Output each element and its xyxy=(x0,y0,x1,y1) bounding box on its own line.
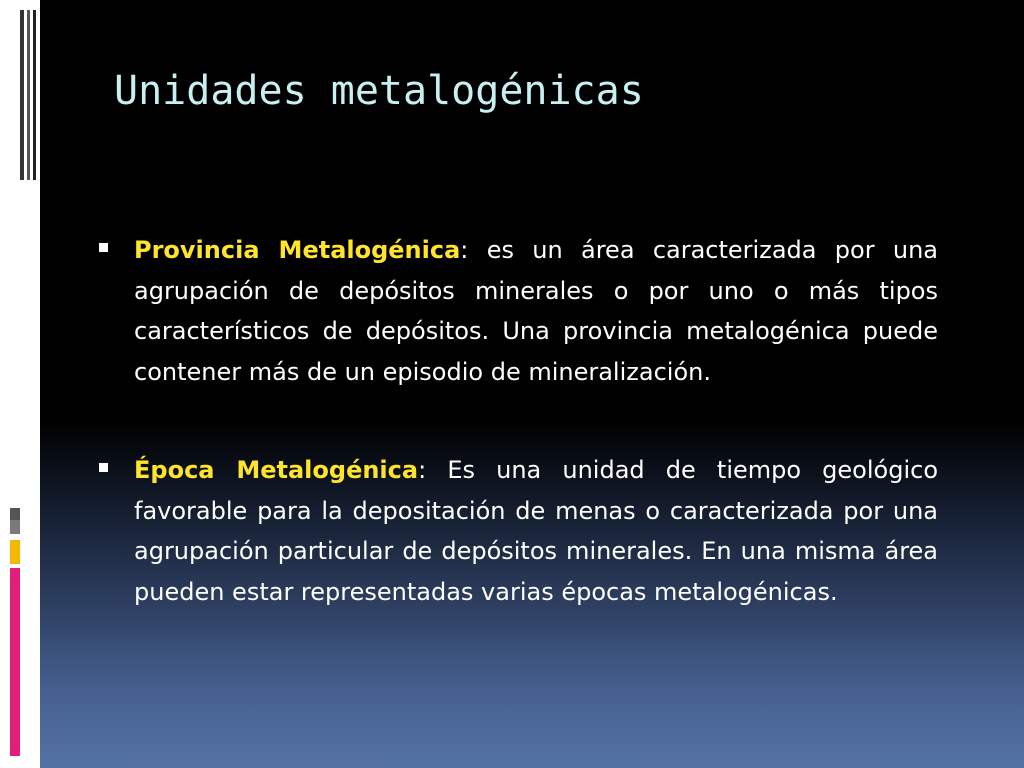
square-bullet-icon xyxy=(99,463,108,472)
slide-title: Unidades metalogénicas xyxy=(114,68,644,114)
bullet-text: : Es una unidad de tiempo geológico favorable para la depositación de menas o caracterizada por una agrupación particular de depósitos minerales. En una misma área pueden estar representadas varias épocas metalogénicas. xyxy=(134,456,938,606)
bullet-text: : es un área caracterizada por una agrupación de depósitos minerales o por uno o más tipos característicos de depósitos. Una provincia metalogénica puede contener más de un episodio de mineralización. xyxy=(134,236,938,386)
decorative-bar xyxy=(20,10,24,180)
decorative-gray-block xyxy=(10,520,20,534)
decorative-pink-block xyxy=(10,568,20,756)
square-bullet-icon xyxy=(99,243,108,252)
decorative-yellow-block xyxy=(10,540,20,564)
bullet-item xyxy=(94,230,938,392)
bullet-item xyxy=(94,450,938,612)
bullet-list xyxy=(94,230,938,612)
bullet-term: Provincia Metalogénica xyxy=(134,236,461,264)
bullet-term: Época Metalogénica xyxy=(134,456,419,484)
decorative-bar xyxy=(27,10,30,180)
top-vertical-bars xyxy=(20,10,38,180)
decorative-bar xyxy=(33,10,36,180)
